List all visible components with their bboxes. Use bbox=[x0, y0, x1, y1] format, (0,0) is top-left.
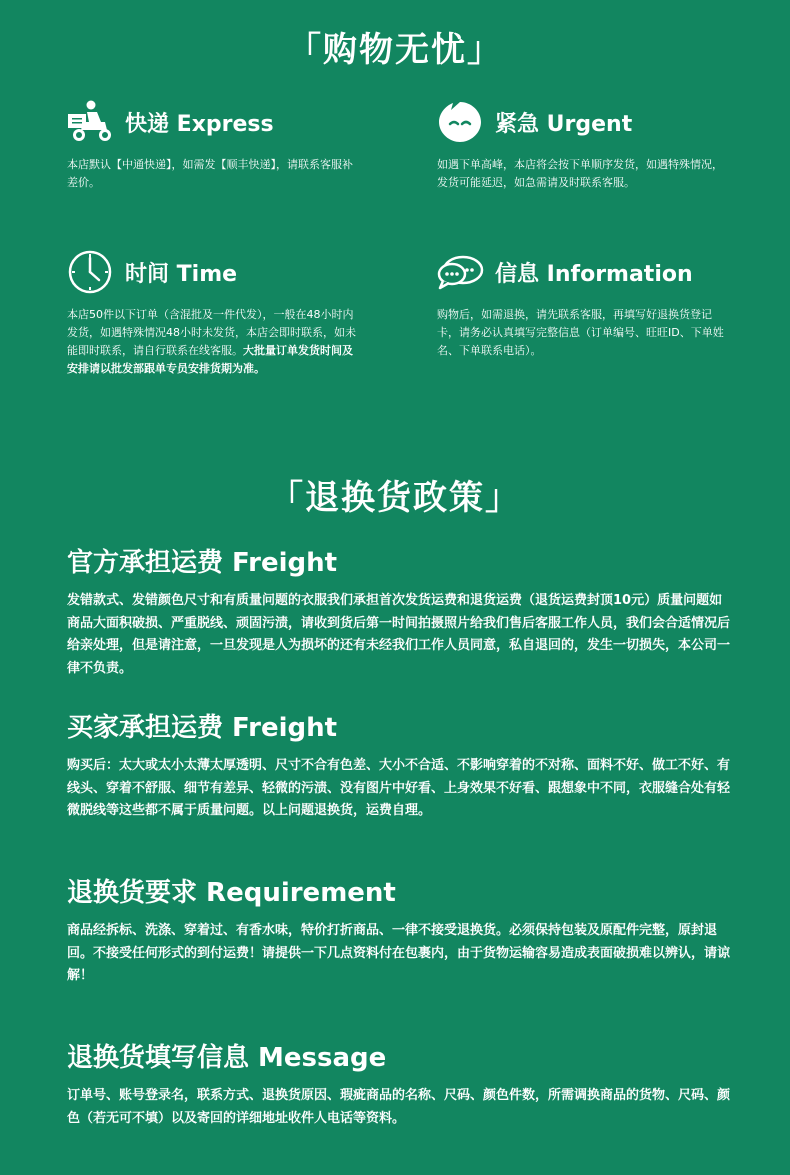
policy-block-message bbox=[67, 1041, 732, 1130]
block-title: 买家承担运费 Freight bbox=[67, 713, 338, 743]
card-text-strong: 大批量订单发货时间及安排请以批发部跟单专员安排货期为准。 bbox=[67, 344, 353, 375]
card-text bbox=[67, 306, 357, 378]
block-text: 订单号、账号登录名，联系方式、退换货原因、瑕疵商品的名称、尺码、颜色件数，所需调换商品的货物、尺码、颜色（若无可不填）以及寄回的详细地址收件人电话等资料。 bbox=[67, 1088, 731, 1126]
card-text-body: 购物后，如需退换，请先联系客服，再填写好退换货登记卡，请务必认真填写完整信息（订单编号、旺旺ID、下单姓名、下单联系电话）。 bbox=[437, 308, 724, 357]
policy-block-requirement bbox=[67, 876, 732, 988]
section-title-shopping: 「购物无忧」 bbox=[287, 30, 503, 70]
card-text-body: 如遇下单高峰，本店将会按下单顺序发货，如遇特殊情况，发货可能延迟，如急需请及时联系客服。 bbox=[437, 158, 723, 189]
card-information bbox=[437, 248, 737, 360]
clock-icon bbox=[67, 248, 117, 296]
card-text-body: 本店默认【中通快递】，如需发【顺丰快递】，请联系客服补差价。 bbox=[67, 158, 353, 189]
card-title: 信息 Information bbox=[495, 261, 693, 287]
message-bubble-icon bbox=[437, 248, 487, 296]
card-title: 快递 Express bbox=[125, 111, 274, 137]
card-text-body: 本店50件以下订单（含混批及一件代发），一般在48小时内发货，如遇特殊情况48小时未发货，本店会即时联系，如未能即时联系，请自行联系在线客服。 bbox=[67, 308, 356, 357]
card-text bbox=[67, 156, 357, 192]
card-text bbox=[437, 156, 727, 192]
policy-block-buyer-freight bbox=[67, 711, 732, 823]
block-text: 发错款式、发错颜色尺寸和有质量问题的衣服我们承担首次发货运费和退货运费（退货运费封顶10元）质量问题如商品大面积破损、严重脱线、顽固污渍，请收到货后第一时间拍摄照片给我们售后客服工作人员，我们会合适情况后给亲处理，但是请注意，一旦发现是人为损坏的还有未经我们工作人员同意，私自退回的，发生一切损失，本公司一律不负责。 bbox=[67, 593, 731, 676]
card-urgent bbox=[437, 98, 737, 192]
block-title: 退换货要求 Requirement bbox=[67, 878, 396, 908]
card-title: 紧急 Urgent bbox=[495, 111, 633, 137]
chat-bubble-face-icon bbox=[437, 98, 487, 146]
block-text: 购买后：太大或太小太薄太厚透明、尺寸不合有色差、大小不合适、不影响穿着的不对称、面料不好、做工不好、有线头、穿着不舒服、细节有差异、轻微的污渍、没有图片中好看、上身效果不好看、跟想象中不同，衣服缝合处有轻微脱线等这些都不属于质量问题。以上问题退换货，运费自理。 bbox=[67, 758, 731, 818]
card-time bbox=[67, 248, 367, 378]
card-text bbox=[437, 306, 727, 360]
block-title: 官方承担运费 Freight bbox=[67, 548, 338, 578]
card-express bbox=[67, 98, 367, 192]
card-title: 时间 Time bbox=[125, 261, 238, 287]
section-title-return-policy: 「退换货政策」 bbox=[269, 478, 521, 518]
block-text: 商品经拆标、洗涤、穿着过、有香水味，特价打折商品、一律不接受退换货。必须保持包装及原配件完整，原封退回。不接受任何形式的到付运费！请提供一下几点资料付在包裹内，由于货物运输容易造成表面破损难以辨认，请谅解！ bbox=[67, 923, 731, 983]
delivery-scooter-icon bbox=[67, 98, 117, 146]
block-title: 退换货填写信息 Message bbox=[67, 1043, 387, 1073]
policy-block-official-freight bbox=[67, 546, 732, 680]
